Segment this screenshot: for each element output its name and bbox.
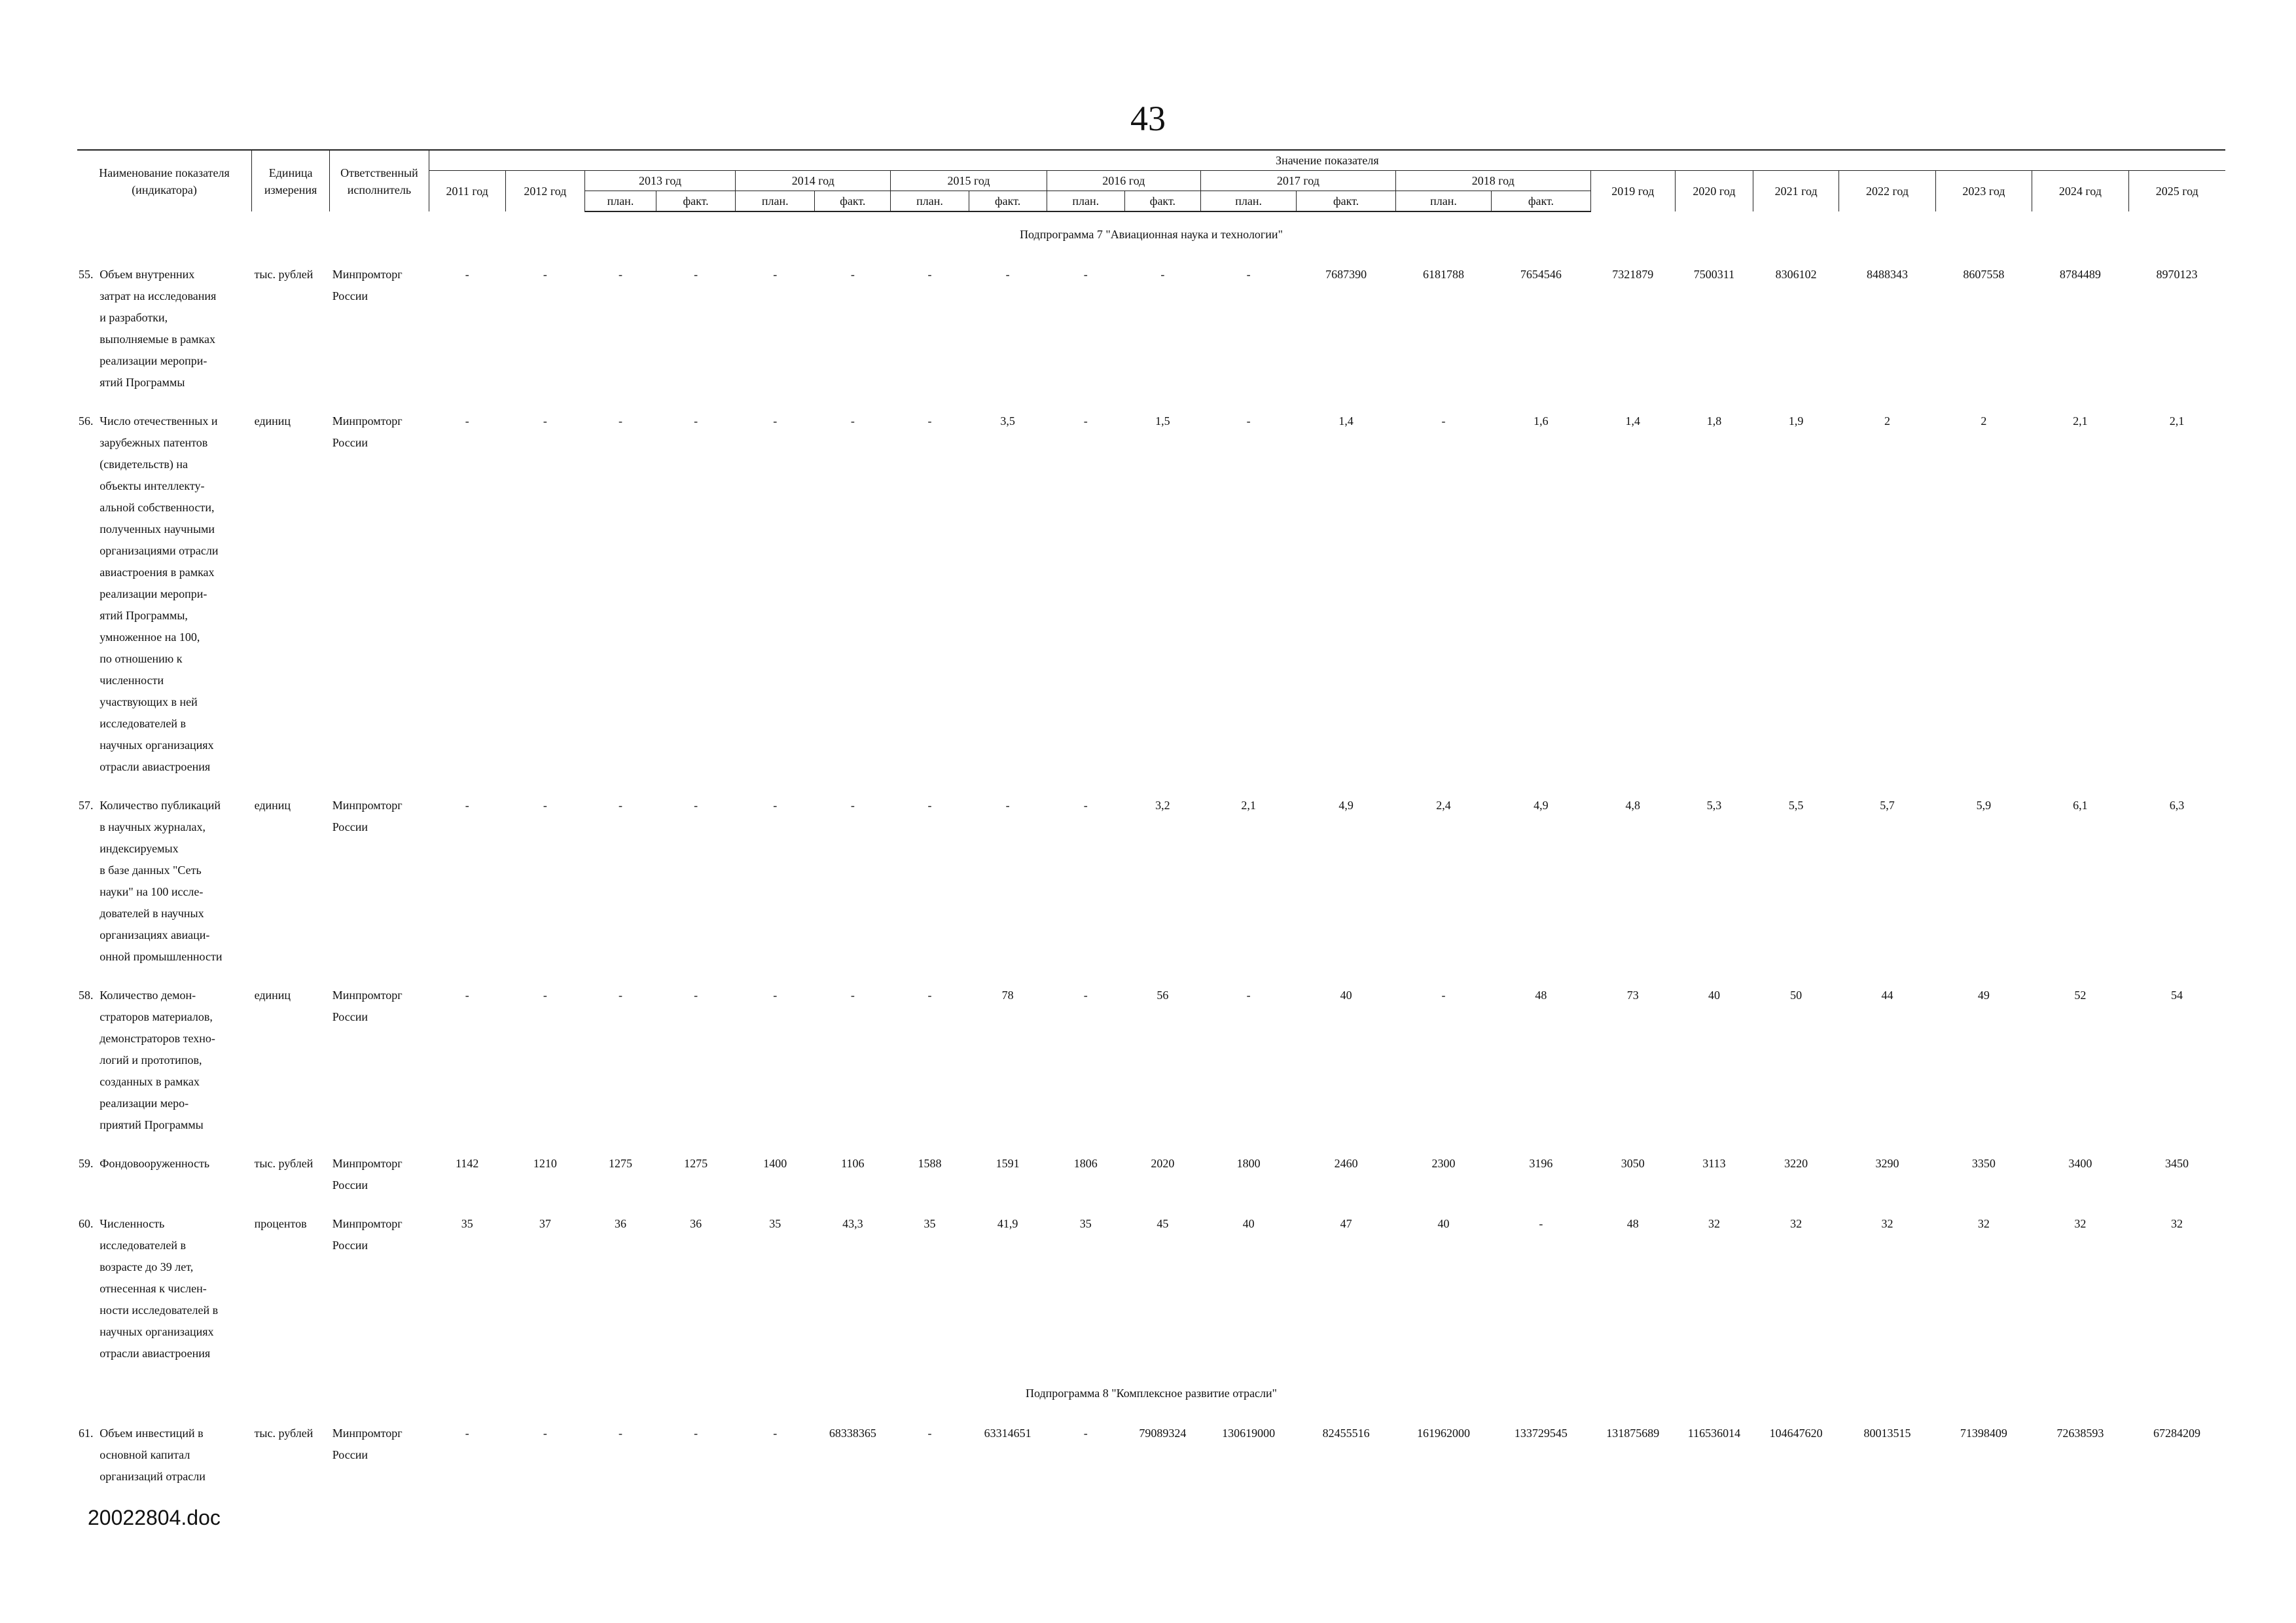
- value-cell: 1,9: [1788, 414, 1804, 428]
- value-cell: 2,1: [2073, 414, 2088, 428]
- table-row: [77, 1203, 2225, 1371]
- value-cell: -: [927, 268, 932, 281]
- value-cell: 7321879: [1612, 268, 1654, 281]
- value-cell: 3050: [1621, 1157, 1645, 1170]
- header-plan: план.: [1047, 191, 1124, 212]
- value-cell: 32: [2171, 1217, 2183, 1230]
- value-cell: 32: [1881, 1217, 1893, 1230]
- value-cell: 35: [1079, 1217, 1092, 1230]
- header-responsible: Ответственный исполнитель: [330, 150, 429, 211]
- header-year-2022: 2022 год: [1839, 171, 1935, 212]
- value-cell: 7654546: [1520, 268, 1562, 281]
- value-cell: 131875689: [1606, 1427, 1660, 1440]
- header-fact: факт.: [1492, 191, 1590, 212]
- indicator-name: Число отечественных и зарубежных патентов (свидетельств) на объекты интеллекту- альной собственности, полученных научными организациями отрасли авиастроения в рамках реализации меропри- ятий Программы, умноженное на 100, по отношению к численности участвующих в ней исследователей в научных организациях отрасли авиастроения: [99, 414, 219, 773]
- value-cell: 40: [1242, 1217, 1255, 1230]
- value-cell: -: [1083, 799, 1088, 812]
- value-cell: 54: [2171, 989, 2183, 1002]
- subprogram-7-title: Подпрограмма 7 "Авиационная наука и технологии": [1020, 228, 1283, 241]
- value-cell: 5,3: [1706, 799, 1722, 812]
- value-cell: -: [618, 268, 622, 281]
- value-cell: -: [850, 799, 855, 812]
- value-cell: -: [465, 799, 469, 812]
- responsible-cell: Минпромторг России: [332, 414, 403, 449]
- value-cell: 82455516: [1322, 1427, 1370, 1440]
- value-cell: 1275: [684, 1157, 708, 1170]
- header-plan: план.: [1200, 191, 1296, 212]
- value-cell: 56: [1157, 989, 1169, 1002]
- value-cell: -: [1160, 268, 1165, 281]
- value-cell: -: [773, 268, 778, 281]
- table-row: [77, 1142, 2225, 1203]
- header-year-2020: 2020 год: [1675, 171, 1753, 212]
- table-row: [77, 400, 2225, 784]
- responsible-cell: Минпромторг России: [332, 989, 403, 1023]
- row-number: 57.: [79, 799, 94, 812]
- value-cell: 2,1: [1241, 799, 1256, 812]
- value-cell: 48: [1626, 1217, 1639, 1230]
- row-number: 61.: [79, 1427, 94, 1440]
- value-cell: -: [1083, 414, 1088, 428]
- value-cell: 2020: [1151, 1157, 1175, 1170]
- unit-cell: единиц: [254, 989, 291, 1002]
- value-cell: -: [465, 414, 469, 428]
- indicator-name: Количество публикаций в научных журналах, индексируемых в базе данных "Сеть науки" на 100 иссле- дователей в научных организациях авиаци- онной промышленности: [99, 799, 223, 963]
- header-value-group: Значение показателя: [429, 150, 2225, 171]
- value-cell: 6,3: [2169, 799, 2185, 812]
- value-cell: -: [927, 1427, 932, 1440]
- document-code: 20022804.doc: [88, 1506, 221, 1529]
- value-cell: -: [773, 1427, 778, 1440]
- header-fact: факт.: [815, 191, 891, 212]
- unit-cell: единиц: [254, 414, 291, 428]
- header-plan: план.: [736, 191, 815, 212]
- value-cell: 47: [1340, 1217, 1352, 1230]
- unit-cell: процентов: [254, 1217, 307, 1230]
- value-cell: 1275: [608, 1157, 632, 1170]
- table-row: [77, 784, 2225, 974]
- value-cell: 35: [769, 1217, 781, 1230]
- value-cell: 1,5: [1155, 414, 1170, 428]
- value-cell: 32: [1790, 1217, 1803, 1230]
- header-year-2025: 2025 год: [2128, 171, 2225, 212]
- indicator-table-wrap: [77, 149, 2225, 1494]
- header-year-2012: 2012 год: [505, 171, 584, 212]
- value-cell: 40: [1708, 989, 1720, 1002]
- value-cell: 3113: [1702, 1157, 1726, 1170]
- value-cell: -: [1005, 268, 1010, 281]
- value-cell: -: [618, 989, 622, 1002]
- value-cell: 35: [924, 1217, 936, 1230]
- header-year-2017: 2017 год: [1200, 171, 1395, 191]
- value-cell: 44: [1881, 989, 1893, 1002]
- value-cell: -: [927, 799, 932, 812]
- value-cell: -: [543, 799, 547, 812]
- value-cell: 7500311: [1693, 268, 1735, 281]
- header-year-2019: 2019 год: [1590, 171, 1675, 212]
- table-body: [77, 211, 2225, 1494]
- value-cell: 130619000: [1222, 1427, 1276, 1440]
- value-cell: -: [1246, 989, 1251, 1002]
- value-cell: 6,1: [2073, 799, 2088, 812]
- value-cell: -: [543, 989, 547, 1002]
- value-cell: 2300: [1431, 1157, 1456, 1170]
- value-cell: 5,7: [1880, 799, 1895, 812]
- indicator-name: Объем внутренних затрат на исследования и разработки, выполняемые в рамках реализации меропри- ятий Программы: [99, 268, 217, 389]
- value-cell: 63314651: [984, 1427, 1031, 1440]
- value-cell: 3220: [1784, 1157, 1808, 1170]
- value-cell: 40: [1340, 989, 1352, 1002]
- value-cell: 8970123: [2156, 268, 2198, 281]
- value-cell: -: [694, 989, 698, 1002]
- header-year-2024: 2024 год: [2032, 171, 2128, 212]
- value-cell: 1800: [1236, 1157, 1261, 1170]
- value-cell: 36: [614, 1217, 626, 1230]
- value-cell: 80013515: [1863, 1427, 1911, 1440]
- indicator-name: Количество демон- страторов материалов, демонстраторов техно- логий и прототипов, созданных в рамках реализации меро- приятий Программы: [99, 989, 215, 1131]
- value-cell: 73: [1626, 989, 1639, 1002]
- unit-cell: единиц: [254, 799, 291, 812]
- page-number: 43: [1130, 99, 1166, 138]
- indicator-name: Объем инвестиций в основной капитал организаций отрасли: [99, 1427, 206, 1483]
- header-plan: план.: [1395, 191, 1491, 212]
- value-cell: 8607558: [1963, 268, 2005, 281]
- responsible-cell: Минпромторг России: [332, 268, 403, 302]
- header-fact: факт.: [656, 191, 735, 212]
- value-cell: -: [543, 268, 547, 281]
- value-cell: 3350: [1971, 1157, 1996, 1170]
- value-cell: -: [1246, 414, 1251, 428]
- value-cell: 133729545: [1514, 1427, 1568, 1440]
- row-number: 59.: [79, 1157, 94, 1170]
- value-cell: 79089324: [1139, 1427, 1187, 1440]
- responsible-cell: Минпромторг России: [332, 1427, 403, 1461]
- table-row: [77, 253, 2225, 400]
- header-year-2018: 2018 год: [1395, 171, 1590, 191]
- value-cell: -: [543, 414, 547, 428]
- value-cell: -: [850, 989, 855, 1002]
- value-cell: -: [850, 268, 855, 281]
- row-number: 60.: [79, 1217, 94, 1230]
- value-cell: 5,5: [1788, 799, 1804, 812]
- value-cell: -: [1083, 268, 1088, 281]
- header-year-2011: 2011 год: [429, 171, 505, 212]
- value-cell: -: [694, 414, 698, 428]
- value-cell: -: [543, 1427, 547, 1440]
- value-cell: 3196: [1529, 1157, 1553, 1170]
- value-cell: 8306102: [1775, 268, 1817, 281]
- header-fact: факт.: [969, 191, 1047, 212]
- value-cell: -: [618, 414, 622, 428]
- subprogram-8-title: Подпрограмма 8 "Комплексное развитие отрасли": [1025, 1387, 1278, 1400]
- header-fact: факт.: [1297, 191, 1395, 212]
- value-cell: 8784489: [2059, 268, 2101, 281]
- value-cell: -: [465, 268, 469, 281]
- value-cell: -: [1441, 989, 1446, 1002]
- value-cell: -: [927, 989, 932, 1002]
- header-plan: план.: [891, 191, 969, 212]
- value-cell: 1591: [996, 1157, 1020, 1170]
- value-cell: 3,2: [1155, 799, 1170, 812]
- value-cell: -: [618, 1427, 622, 1440]
- value-cell: 37: [539, 1217, 551, 1230]
- header-plan: план.: [584, 191, 656, 212]
- responsible-cell: Минпромторг России: [332, 1157, 403, 1192]
- value-cell: -: [1083, 989, 1088, 1002]
- value-cell: 2: [1884, 414, 1890, 428]
- value-cell: 67284209: [2153, 1427, 2201, 1440]
- value-cell: 68338365: [829, 1427, 876, 1440]
- value-cell: -: [465, 989, 469, 1002]
- value-cell: 1,4: [1625, 414, 1641, 428]
- value-cell: -: [850, 414, 855, 428]
- value-cell: 1,6: [1534, 414, 1549, 428]
- value-cell: -: [1246, 268, 1251, 281]
- value-cell: 3450: [2165, 1157, 2189, 1170]
- subprogram-heading: [77, 1371, 2225, 1412]
- value-cell: -: [618, 799, 622, 812]
- value-cell: 1142: [456, 1157, 479, 1170]
- value-cell: -: [773, 414, 778, 428]
- value-cell: -: [1539, 1217, 1543, 1230]
- value-cell: 72638593: [2056, 1427, 2104, 1440]
- table-row: [77, 974, 2225, 1142]
- value-cell: 3290: [1875, 1157, 1899, 1170]
- value-cell: -: [694, 268, 698, 281]
- indicator-name: Численность исследователей в возрасте до 39 лет, отнесенная к числен- ности исследователей в научных организациях отрасли авиастроения: [99, 1217, 219, 1360]
- value-cell: -: [694, 1427, 698, 1440]
- value-cell: 6181788: [1423, 268, 1464, 281]
- value-cell: 2460: [1334, 1157, 1358, 1170]
- value-cell: 1,8: [1706, 414, 1722, 428]
- value-cell: 71398409: [1960, 1427, 2007, 1440]
- unit-cell: тыс. рублей: [254, 1157, 314, 1170]
- value-cell: 32: [1977, 1217, 1990, 1230]
- indicator-table: [77, 149, 2225, 1494]
- value-cell: 4,9: [1534, 799, 1549, 812]
- value-cell: -: [773, 799, 778, 812]
- header-fact: факт.: [1124, 191, 1200, 212]
- header-year-2015: 2015 год: [891, 171, 1047, 191]
- value-cell: 45: [1157, 1217, 1169, 1230]
- value-cell: 1588: [918, 1157, 942, 1170]
- table-row: [77, 1412, 2225, 1494]
- value-cell: 35: [461, 1217, 473, 1230]
- header-year-2021: 2021 год: [1753, 171, 1839, 212]
- header-year-2023: 2023 год: [1935, 171, 2032, 212]
- value-cell: -: [773, 989, 778, 1002]
- value-cell: 2: [1981, 414, 1987, 428]
- responsible-cell: Минпромторг России: [332, 799, 403, 833]
- value-cell: 116536014: [1687, 1427, 1741, 1440]
- value-cell: 8488343: [1867, 268, 1908, 281]
- value-cell: 78: [1001, 989, 1014, 1002]
- value-cell: -: [1005, 799, 1010, 812]
- value-cell: -: [1441, 414, 1446, 428]
- value-cell: 4,8: [1625, 799, 1641, 812]
- value-cell: 7687390: [1325, 268, 1367, 281]
- value-cell: 48: [1535, 989, 1547, 1002]
- responsible-cell: Минпромторг России: [332, 1217, 403, 1252]
- value-cell: 5,9: [1976, 799, 1992, 812]
- header-name: Наименование показателя (индикатора): [77, 150, 252, 211]
- value-cell: 3400: [2068, 1157, 2092, 1170]
- value-cell: 161962000: [1417, 1427, 1470, 1440]
- value-cell: 36: [690, 1217, 702, 1230]
- row-number: 58.: [79, 989, 94, 1002]
- value-cell: 1400: [763, 1157, 787, 1170]
- value-cell: 4,9: [1338, 799, 1354, 812]
- value-cell: 2,1: [2169, 414, 2185, 428]
- value-cell: 1,4: [1338, 414, 1354, 428]
- value-cell: 49: [1977, 989, 1990, 1002]
- row-number: 55.: [79, 268, 94, 281]
- value-cell: -: [1083, 1427, 1088, 1440]
- unit-cell: тыс. рублей: [254, 268, 314, 281]
- value-cell: 2,4: [1436, 799, 1451, 812]
- row-number: 56.: [79, 414, 94, 428]
- header-unit: Единица измерения: [252, 150, 330, 211]
- value-cell: 52: [2074, 989, 2087, 1002]
- value-cell: -: [694, 799, 698, 812]
- header-year-2013: 2013 год: [584, 171, 735, 191]
- header-year-2014: 2014 год: [736, 171, 891, 191]
- header-year-2016: 2016 год: [1047, 171, 1200, 191]
- value-cell: 40: [1437, 1217, 1450, 1230]
- value-cell: -: [927, 414, 932, 428]
- value-cell: 104647620: [1769, 1427, 1823, 1440]
- value-cell: 43,3: [842, 1217, 863, 1230]
- indicator-name: Фондовооруженность: [99, 1157, 210, 1170]
- value-cell: 1210: [533, 1157, 557, 1170]
- value-cell: 1806: [1073, 1157, 1098, 1170]
- value-cell: 32: [2074, 1217, 2087, 1230]
- value-cell: 32: [1708, 1217, 1720, 1230]
- value-cell: 50: [1790, 989, 1803, 1002]
- value-cell: 1106: [841, 1157, 865, 1170]
- value-cell: 3,5: [1000, 414, 1015, 428]
- value-cell: -: [465, 1427, 469, 1440]
- value-cell: 41,9: [997, 1217, 1018, 1230]
- subprogram-heading: [77, 211, 2225, 253]
- unit-cell: тыс. рублей: [254, 1427, 314, 1440]
